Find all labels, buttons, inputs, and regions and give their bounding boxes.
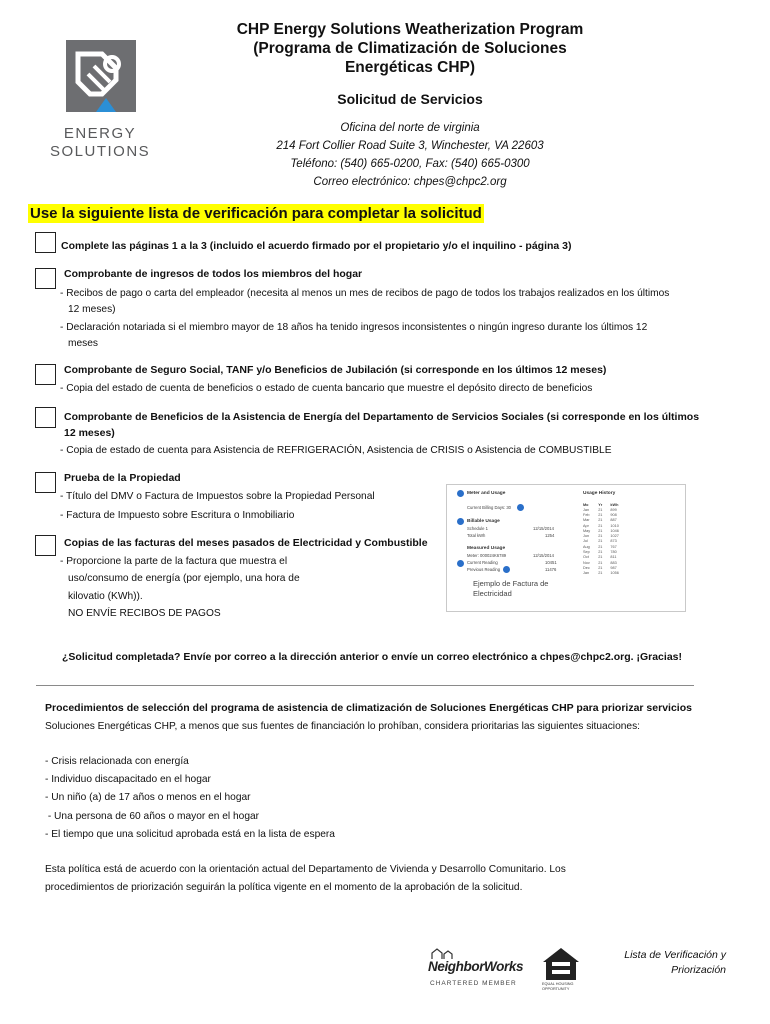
priority-item: - El tiempo que una solicitud aprobada está en la lista de espera [45, 829, 335, 840]
footer-note-line2: Priorización [671, 964, 726, 976]
item-energy-assistance-title: Comprobante de Beneficios de la Asistencia de Energía del Departamento de Servicios Sociales (si corresponde en los últimos [64, 411, 700, 423]
chp-logo [66, 40, 136, 112]
bill-history-cell: Jan [583, 507, 590, 512]
footer-note-line1: Lista de Verificación y [624, 949, 726, 961]
office-phone: Teléfono: (540) 665-0200, Fax: (540) 665-0300 [290, 158, 530, 170]
bill-caption [473, 579, 548, 599]
bill-history-cell: 21 [598, 507, 603, 512]
bill-history-cell: 21 [598, 571, 603, 576]
item-utility-bills-line: uso/consumo de energía (por ejemplo, una hora de [68, 573, 300, 584]
bill-history-cell: 21 [598, 528, 603, 533]
page-subtitle: Solicitud de Servicios [337, 91, 483, 107]
bill-history-header-cell: kWh [610, 503, 619, 507]
office-address: 214 Fort Collier Road Suite 3, Winchester, VA 22603 [276, 140, 544, 152]
bill-history-cell: 21 [598, 555, 603, 560]
bill-history-cell: 908 [610, 512, 617, 517]
policy-text-line2: procedimientos de priorización seguirán la política vigente en el momento de la aprobación de la solicitud. [45, 882, 523, 893]
sample-electric-bill [446, 484, 686, 612]
equal-housing-label: EQUAL HOUSING OPPORTUNITY [542, 982, 574, 991]
item-income-title: Comprobante de ingresos de todos los miembros del hogar [64, 268, 363, 280]
checkbox-utility-bills[interactable] [35, 535, 56, 556]
program-title-line1: CHP Energy Solutions Weatherization Program [236, 21, 584, 38]
chartered-member-label: CHARTERED MEMBER [430, 980, 517, 987]
bill-history-cell: 780 [610, 550, 617, 555]
item-income-line: - Recibos de pago o carta del empleador (necesita al menos un mes de recibos de pago de todos los trabajos realizados en los últimos [60, 288, 670, 299]
priority-item: - Una persona de 60 años o mayor en el hogar [45, 811, 260, 822]
checkbox-property[interactable] [35, 472, 56, 493]
priority-item: - Un niño (a) de 17 años o menos en el hogar [45, 792, 251, 803]
bill-measured-usage: Measured Usage [467, 546, 506, 551]
bill-marker-dot [503, 566, 510, 573]
bill-caption-line2: Electricidad [473, 589, 512, 598]
item-income-line: - Declaración notariada si el miembro mayor de 18 años ha tenido ingresos inconsistentes o ningún ingreso durante los últimos 12 [60, 322, 648, 333]
bill-history-cell: Jan [583, 571, 590, 576]
bill-history-cell: Jun [583, 534, 590, 539]
bill-marker-dot [457, 560, 464, 567]
neighborworks-wordmark: NeighborWorks [428, 959, 524, 974]
bill-history-cell: 1056 [610, 571, 619, 576]
item-utility-bills-line: - Proporcione la parte de la factura que muestra el [60, 556, 288, 567]
bill-history-cell: 21 [598, 534, 603, 539]
checkbox-pages[interactable] [35, 232, 56, 253]
completed-note: ¿Solicitud completada? Envíe por correo a la dirección anterior o envíe un correo electrónico a chpes@chpc2.org. ¡Gracias! [62, 651, 682, 663]
bill-history-cell: Aug [583, 544, 590, 549]
bill-history-cell: 21 [598, 518, 603, 523]
bill-meter-usage: Meter and Usage [467, 491, 506, 496]
bill-history-cell: Mar [583, 518, 590, 523]
bill-total-kwh-value: 1254 [545, 533, 555, 538]
bill-history-cell: 1046 [610, 528, 619, 533]
bill-history-cell: 899 [610, 507, 617, 512]
item-pages-title: Complete las páginas 1 a la 3 (incluido el acuerdo firmado por el propietario y/o el inquilino - página 3) [61, 240, 572, 252]
bill-history-cell: Dec [583, 565, 590, 570]
bill-history-cell: 887 [610, 518, 617, 523]
bill-total-kwh: Total kWh [467, 533, 486, 538]
priority-item: - Individuo discapacitado en el hogar [45, 774, 211, 785]
bill-billable-usage: Billable Usage [467, 519, 500, 524]
bill-history-cell: 21 [598, 544, 603, 549]
neighborworks-logo [428, 948, 524, 992]
bill-caption-line1: Ejemplo de Factura de [473, 579, 549, 588]
item-property-title: Prueba de la Propiedad [64, 472, 181, 484]
bill-history-cell: Sep [583, 550, 590, 555]
bill-history-cell: Nov [583, 560, 590, 565]
bill-current-reading: Current Reading [467, 560, 498, 565]
priority-item: - Crisis relacionada con energía [45, 756, 189, 767]
bill-history-cell: 873 [610, 539, 617, 544]
bill-marker-dot [457, 490, 464, 497]
bill-schedule: Schedule 1 [467, 526, 488, 531]
bill-history-cell: 21 [598, 565, 603, 570]
item-utility-bills-line: NO ENVÍE RECIBOS DE PAGOS [68, 608, 221, 619]
item-utility-bills-line: kilovatio (KWh)). [68, 591, 143, 602]
bill-history-cell: 883 [610, 560, 617, 565]
procedures-intro: Soluciones Energéticas CHP, a menos que sus fuentes de financiación lo prohíban, considera prioritarias las siguientes situaciones: [45, 721, 640, 732]
bill-history-cell: 21 [598, 560, 603, 565]
logo-text-solutions: SOLUTIONS [50, 143, 151, 160]
bill-schedule-date: 12/15/2014 [533, 526, 554, 531]
item-energy-assistance-line: - Copia de estado de cuenta para Asistencia de REFRIGERACIÓN, Asistencia de CRISIS o Asistencia de COMBUSTIBLE [60, 445, 612, 456]
bill-history-cell: Apr [583, 523, 589, 528]
bill-history-cell: 1027 [610, 534, 619, 539]
bill-usage-history-title: Usage History [583, 491, 616, 496]
bill-history-cell: Jul [583, 539, 588, 544]
item-social-security-title: Comprobante de Seguro Social, TANF y/o Beneficios de Jubilación (si corresponde en los últimos 12 meses) [64, 364, 607, 376]
bill-history-cell: 21 [598, 523, 603, 528]
checklist-banner: Use la siguiente lista de verificación para completar la solicitud [30, 205, 482, 222]
bill-history-row [583, 571, 627, 576]
checkbox-social-security[interactable] [35, 364, 56, 385]
bill-history-cell: 811 [610, 555, 617, 560]
program-title-line3: Energéticas CHP) [344, 59, 476, 76]
bill-history-cell: May [583, 528, 591, 533]
checkbox-income[interactable] [35, 268, 56, 289]
item-energy-assistance-title-cont: 12 meses) [64, 427, 115, 439]
bill-history-cell: 21 [598, 550, 603, 555]
procedures-heading: Procedimientos de selección del programa de asistencia de climatización de Soluciones Energéticas CHP para priorizar servicios [45, 702, 692, 714]
bill-history-cell: 987 [610, 565, 617, 570]
bill-history-cell: 1010 [610, 523, 619, 528]
bill-marker-dot [517, 504, 524, 511]
item-income-line: 12 meses) [68, 304, 116, 315]
bill-previous-reading: Previous Reading [467, 567, 501, 572]
item-property-line: - Factura de Impuesto sobre Escritura o Inmobiliario [60, 510, 295, 521]
bill-current-reading-value: 10451 [545, 560, 557, 565]
chp-logo-mark [66, 40, 136, 112]
item-income-line: meses [68, 338, 99, 349]
policy-text-line1: Esta política está de acuerdo con la orientación actual del Departamento de Vivienda y Desarrollo Comunitario. Los [45, 864, 566, 875]
bill-history-cell: 21 [598, 512, 603, 517]
bill-previous-reading-value: 11476 [545, 567, 557, 572]
logo-text-energy: ENERGY [63, 125, 137, 142]
bill-history-cell: 767 [610, 544, 617, 549]
bill-marker-dot [457, 518, 464, 525]
item-utility-bills-title: Copias de las facturas del meses pasados de Electricidad y Combustible [64, 537, 428, 549]
program-title-line2: (Programa de Climatización de Soluciones [253, 40, 567, 57]
checkbox-energy-assistance[interactable] [35, 407, 56, 428]
office-email: Correo electrónico: chpes@chpc2.org [313, 176, 507, 188]
item-property-line: - Título del DMV o Factura de Impuestos sobre la Propiedad Personal [60, 491, 375, 502]
section-divider [36, 685, 694, 686]
bill-history-cell: Oct [583, 555, 589, 560]
item-social-security-line: - Copia del estado de cuenta de beneficios o estado de cuenta bancario que muestre el depósito directo de beneficios [60, 383, 593, 394]
office-name: Oficina del norte de virginia [340, 122, 480, 134]
bill-history-header-cell: Mo [583, 503, 589, 507]
bill-history-cell: 21 [598, 539, 603, 544]
bill-usage-history-table [583, 503, 627, 576]
bill-history-cell: Feb [583, 512, 590, 517]
bill-billing-days: Current Billing Days: 30 [467, 505, 511, 510]
bill-meter-date: 12/15/2014 [533, 553, 554, 558]
bill-history-header-cell: Yr [598, 503, 603, 507]
bill-meter-number: Meter: 000024K6789 [467, 553, 507, 558]
